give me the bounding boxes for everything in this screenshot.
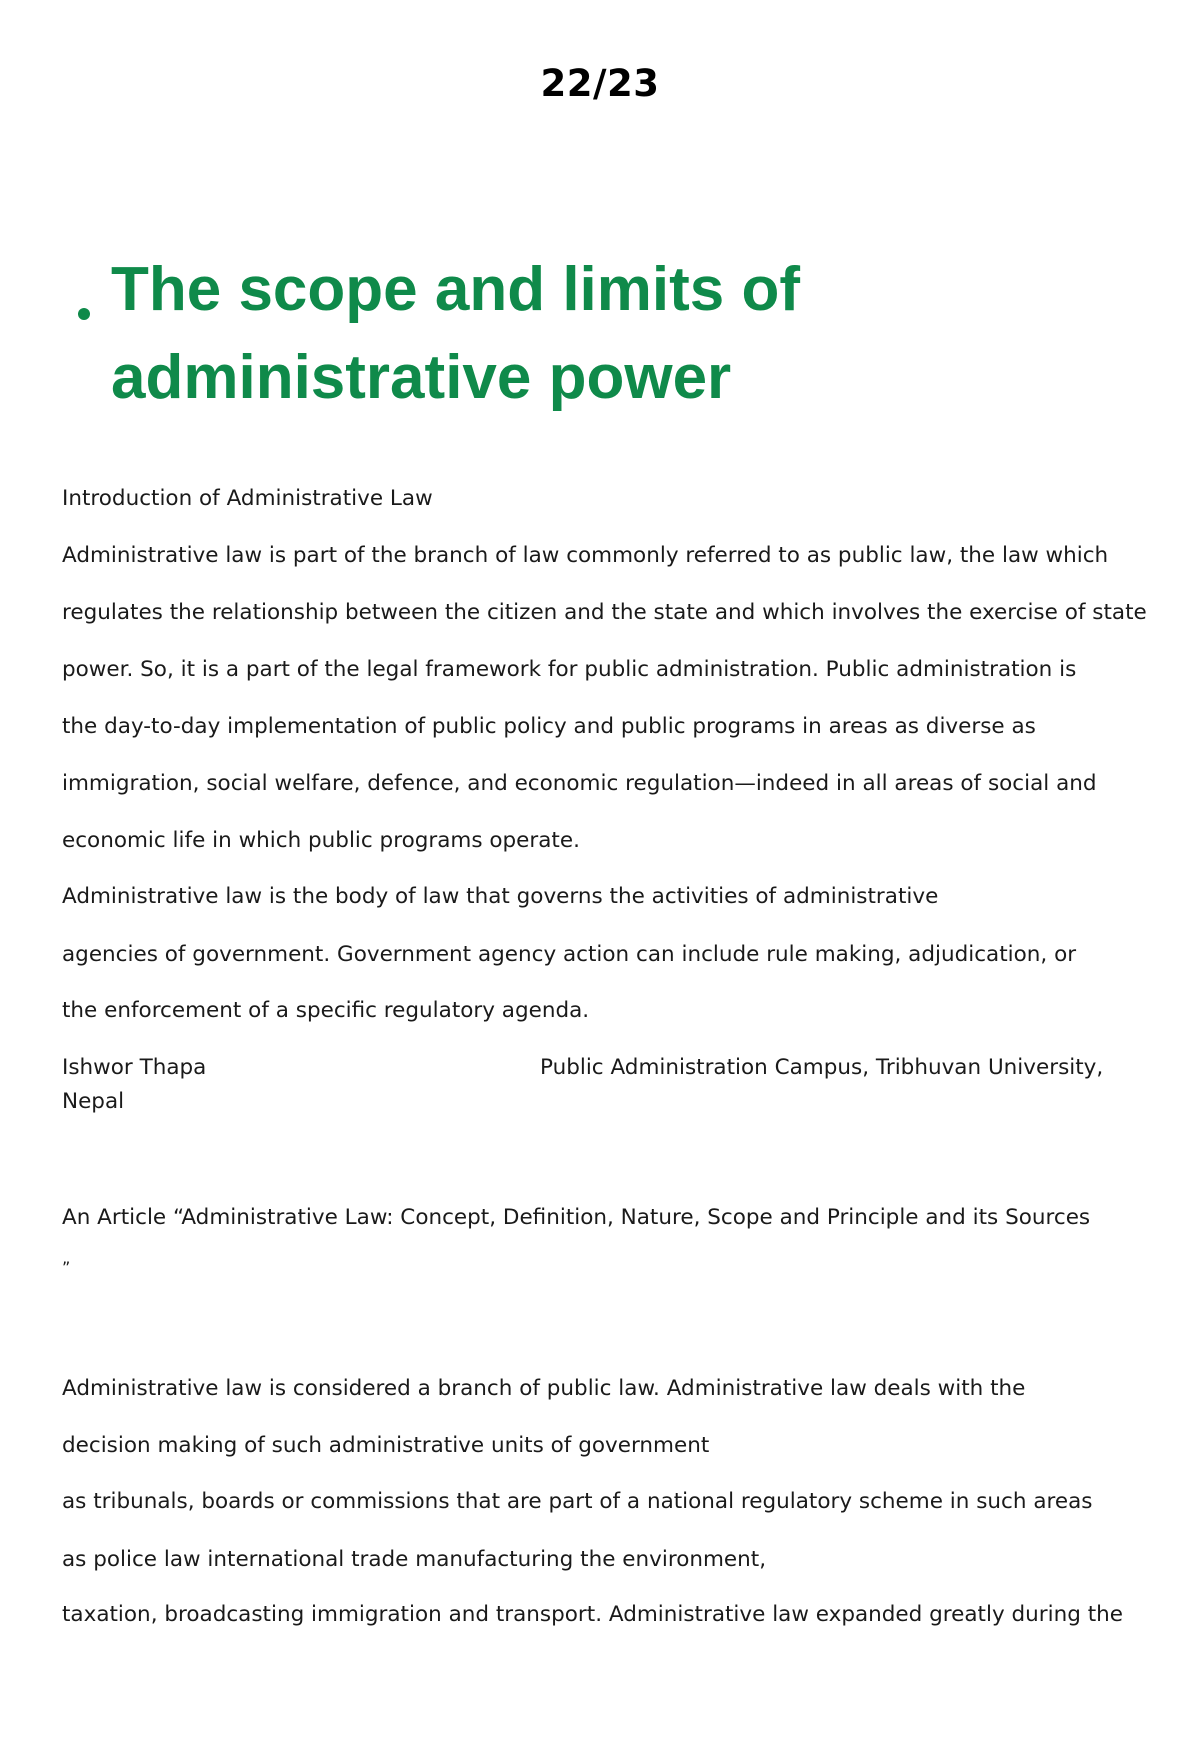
intro-line: agencies of government. Government agency action can include rule making, adjudication, or [62, 942, 1077, 967]
bullet-icon [78, 308, 90, 320]
heading-title [111, 246, 1078, 422]
section2-line: as tribunals, boards or commissions that are part of a national regulatory scheme in such areas [62, 1489, 1093, 1514]
section2-line: decision making of such administrative units of government [62, 1433, 710, 1458]
intro-line: immigration, social welfare, defence, and economic regulation—indeed in all areas of social and [62, 771, 1097, 796]
section2-line: Administrative law is considered a branch of public law. Administrative law deals with the [62, 1376, 1026, 1401]
intro-line: Administrative law is part of the branch of law commonly referred to as public law, the law which [62, 543, 1109, 568]
page-number: 22/23 [540, 62, 660, 105]
intro-line: the enforcement of a specific regulatory agenda. [62, 998, 590, 1023]
intro-line: the day-to-day implementation of public policy and public programs in areas as diverse as [62, 714, 1036, 739]
article-title-end: ” [62, 1258, 71, 1277]
intro-line: economic life in which public programs operate. [62, 828, 580, 853]
intro-label: Introduction of Administrative Law [62, 486, 433, 511]
article-title: An Article “Administrative Law: Concept, Definition, Nature, Scope and Principle and its Sources [62, 1205, 1091, 1230]
author-name: Ishwor Thapa [62, 1055, 207, 1080]
intro-line: power. So, it is a part of the legal framework for public administration. Public administration is [62, 657, 1077, 682]
intro-line: regulates the relationship between the citizen and the state and which involves the exercise of state [62, 600, 1147, 625]
section-heading [78, 246, 1078, 422]
intro-line: Administrative law is the body of law that governs the activities of administrative [62, 884, 939, 909]
section2-line: taxation, broadcasting immigration and transport. Administrative law expanded greatly during the [62, 1602, 1123, 1627]
heading-line-2: administrative power [111, 343, 732, 412]
author-affiliation: Public Administration Campus, Tribhuvan University, [540, 1055, 1104, 1080]
heading-line-1: The scope and limits of [111, 255, 800, 324]
section2-line: as police law international trade manufacturing the environment, [62, 1547, 767, 1572]
author-country: Nepal [62, 1089, 125, 1114]
